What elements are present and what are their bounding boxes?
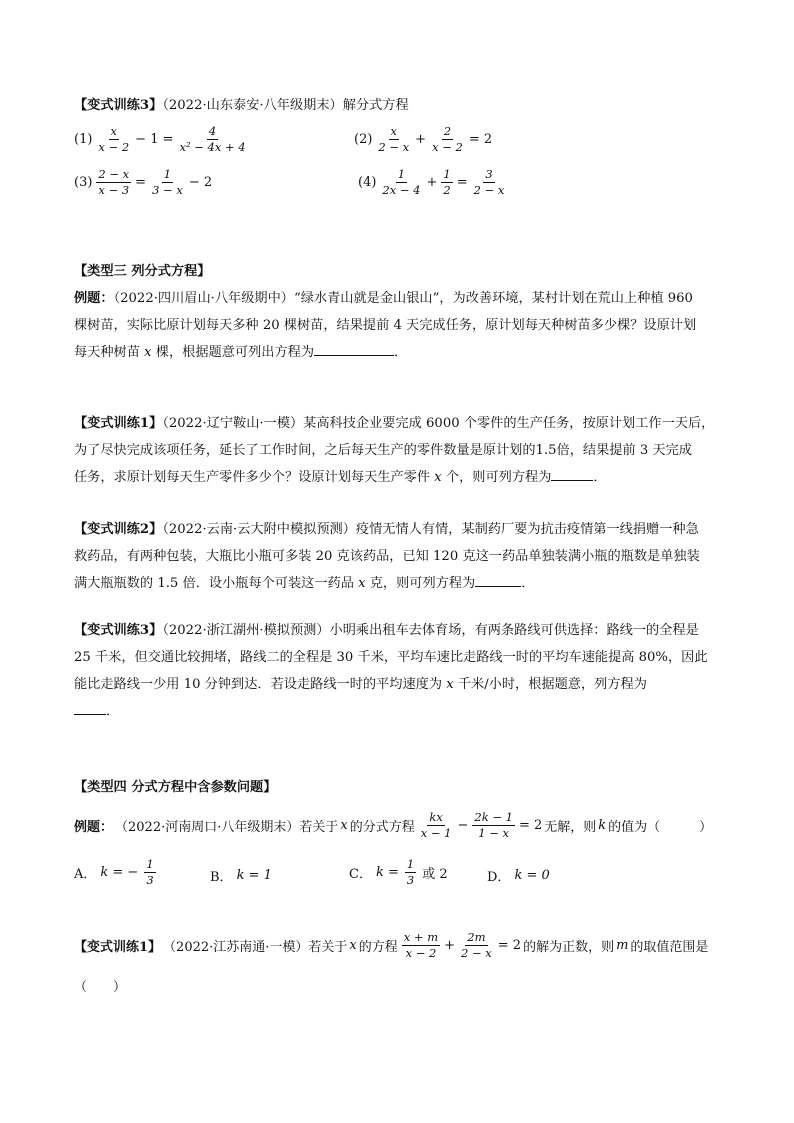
fraction: $\frac{x}{x - 2}$ [98,124,130,154]
example-line-1: 例题：（2022·四川眉山·八年级期中）“绿水青山就是金山银山”，为改善环境，某村计划在荒山上种植 960 [74,291,693,306]
type-4-practice-1: 【变式训练1】 （2022·江苏南通·一模）若关于 x 的方程 $\frac{x + m}{x - 2}$ + $\frac{2m}{2 - x}$ = 2 的解为正数，则 m 的取值范围是 [74,930,709,960]
practice-3-solve-equations [74,92,724,119]
problem-number: (4) [358,175,377,190]
choice-c[interactable]: C． k = $\frac{1}{3}$ 或 2 [349,857,448,887]
type-3-practice-2: 【变式训练2】（2022·云南·云大附中模拟预测）疫情无情人有情，某制药厂要为抗击疫情第一线捐赠一种急 救药品，有两种包装，大瓶比小瓶可多装 20 克该药品，已知 120 克这一药品单独装满小瓶的瓶数是单独装 满大瓶瓶数的 1.5 倍．设小瓶每个可装这一药品 x 克，则可列方程为 ． [74,522,700,591]
answer-blank[interactable] [314,341,394,356]
practice-label: 【变式训练3】 [74,98,163,113]
section-heading: 【类型四 分式方程中含参数问题】 [74,780,277,795]
answer-blank[interactable] [74,700,106,715]
problem-number: (1) [74,132,93,147]
fraction: $\frac{1}{2x - 4}$ [382,167,421,197]
type-3-practice-3: 【变式训练3】（2022·浙江湖州·模拟预测）小明乘出租车去体育场，有两条路线可供选择：路线一的全程是 25 千米，但交通比较拥堵，路线二的全程是 30 千米，平均车速比走路线一时的平均车速能提高 80%，因此 能比走路线一少用 10 分钟到达．若设走路线一时的平均速度为 x 千米/小时，根据题意，列方程为 ． [74,623,708,719]
problem-3: (3) $\frac{2 - x}{x - 3}$ = $\frac{1}{3 - x}$ − 2 [74,167,213,197]
example-line-2: 棵树苗，实际比原计划每天多种 20 棵树苗，结果提前 4 天完成任务，原计划每天种树苗多少棵？设原计划 [74,318,697,333]
practice-3-title-line [74,92,724,119]
example-line-3: 每天种树苗 x 棵，根据题意可列出方程为 ． [74,339,724,366]
practice-source: （2022·山东泰安·八年级期末）解分式方程 [162,98,409,113]
fraction: $\frac{1}{3}$ [406,857,415,887]
fraction: $\frac{3}{2 - x}$ [473,167,505,197]
fraction: $\frac{kx}{x - 1}$ [420,810,452,840]
choice-d[interactable]: D． k = 0 [487,868,550,885]
type-4-section [74,774,724,801]
section-heading: 【类型三 列分式方程】 [74,264,211,279]
fraction: $\frac{x + m}{x - 2}$ [403,930,439,960]
problem-number: (3) [74,175,93,190]
problem-4: (4) $\frac{1}{2x - 4}$ + $\frac{1}{2}$ = $\frac{3}{2 - x}$ [358,167,505,197]
problem-2: (2) $\frac{x}{2 - x}$ + $\frac{2}{x - 2}$ = 2 [354,124,493,154]
answer-parentheses: （ ） [74,980,127,995]
fraction: $\frac{1}{3 - x}$ [152,167,183,197]
choice-a[interactable]: A． k = − $\frac{1}{3}$ [74,857,154,887]
fraction: $\frac{2 - x}{x - 3}$ [98,167,130,197]
type-3-practice-1: 【变式训练1】（2022·辽宁鞍山·一模）某高科技企业要完成 6000 个零件的生产任务，按原计划工作一天后， 为了尽快完成该项任务，延长了工作时间，之后每天生产的零件数量是原计划的1.5倍，结果提前 3 天完成 任务，求原计划每天生产零件多少个？设原计划每天生产零件 x 个，则可列方程为 ． [74,416,715,485]
problem-number: (2) [354,132,373,147]
type-4-example: 例题： （2022·河南周口·八年级期末）若关于 x 的分式方程 $\frac{kx}{x - 1}$ − $\frac{2k - 1}{1 - x}$ = 2 无解，则 k 的值为（ ） [74,810,713,840]
answer-blank[interactable] [475,572,521,587]
fraction: $\frac{2k - 1}{1 - x}$ [474,810,513,840]
fraction: $\frac{x}{2 - x}$ [378,124,410,154]
answer-blank[interactable] [551,466,593,481]
problem-1: (1) $\frac{x}{x - 2}$ − 1 = $\frac{4}{\text{x² − 4x + 4}}$ [74,124,246,154]
fraction: $\frac{1}{2}$ [443,167,451,197]
fraction: $\frac{4}{\text{x² − 4x + 4}}$ [179,124,246,154]
choice-b[interactable]: B． k = 1 [210,868,272,885]
type-3-section [74,258,724,366]
fraction: $\frac{2}{x - 2}$ [432,124,463,154]
fraction: $\frac{1}{3}$ [146,857,154,887]
fraction: $\frac{2m}{2 - x}$ [461,930,492,960]
